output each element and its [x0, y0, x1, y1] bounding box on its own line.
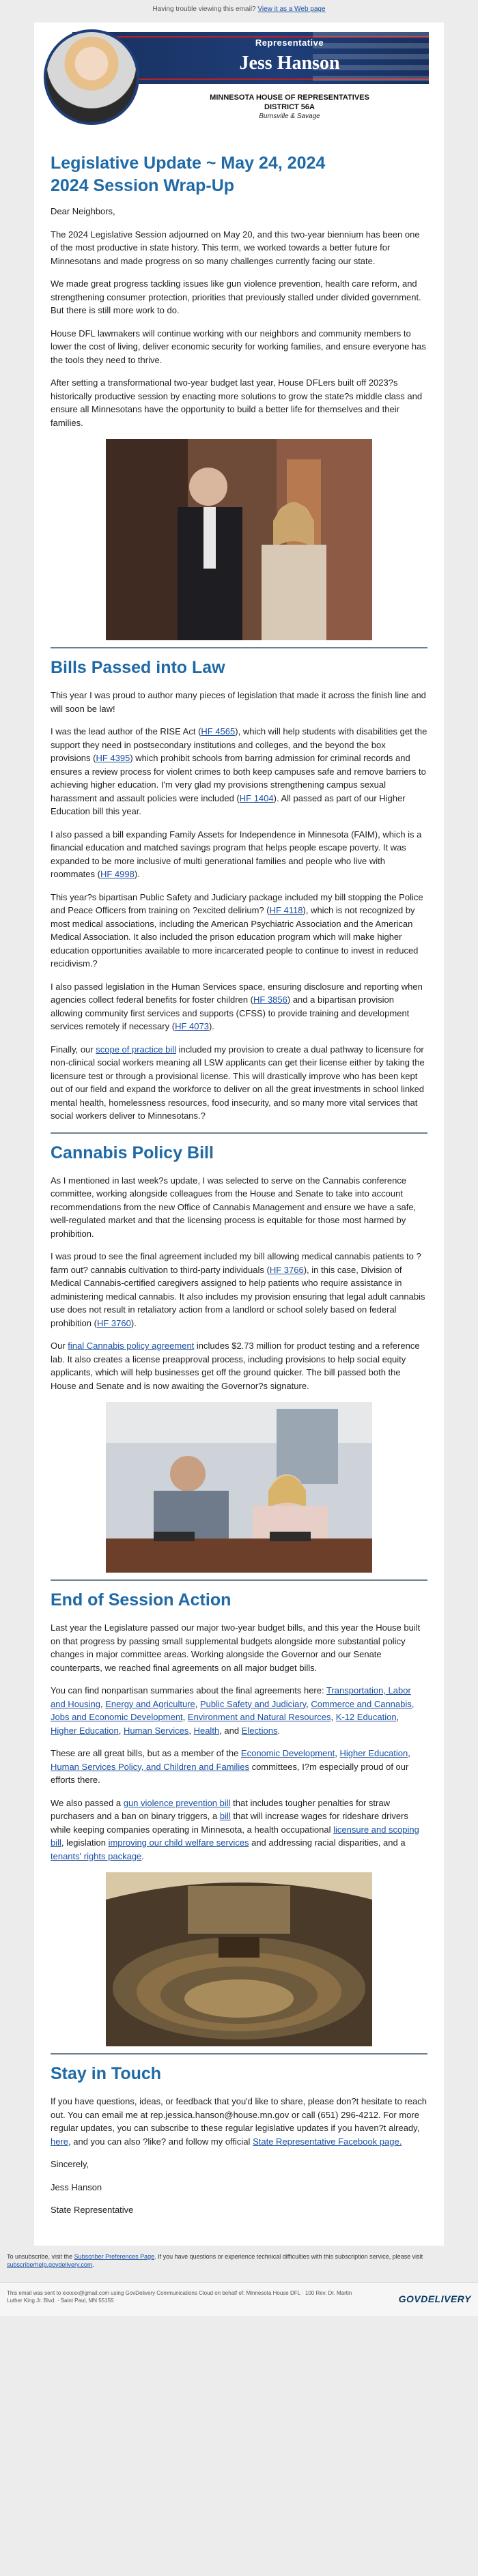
- text: ).: [130, 1317, 137, 1328]
- rep-name: Jess Hanson: [239, 53, 340, 74]
- text: committees, I?m especially proud of our efforts there.: [51, 1761, 409, 1785]
- house-name: MINNESOTA HOUSE OF REPRESENTATIVES: [210, 94, 369, 102]
- text: I was proud to see the final agreement included my bill allowing medical cannabis patients to ?farm out? cannabis cultivation to third-party individuals (: [51, 1251, 421, 1275]
- preheader: [0, 0, 478, 23]
- preheader-text: Having trouble viewing this email?: [152, 5, 256, 13]
- photo-house-chamber: [106, 1872, 372, 2046]
- text: ), which is not recognized by most medical associations, including the American Psychiatric Association and the American Medical Association. It also included the prison education program which will make higher education opportunities available to more incarcerated people to continue to invest in reduced recidivism.?: [51, 905, 419, 969]
- bills-p3: [51, 828, 427, 881]
- summary-link-commerce[interactable]: Commerce and Cannabis, Jobs and Economic Development: [51, 1698, 414, 1722]
- higher-education-link[interactable]: Higher Education: [339, 1748, 408, 1758]
- text: , legislation: [61, 1837, 109, 1848]
- hf4395-link[interactable]: HF 4395: [96, 753, 130, 763]
- summary-link-higher-ed[interactable]: Higher Education: [51, 1725, 119, 1736]
- contact-title: Stay in Touch: [51, 2064, 162, 2083]
- subscribe-link[interactable]: here: [51, 2136, 69, 2147]
- cannabis-p3: [51, 1339, 427, 1392]
- footer-sent-info: This email was sent to xxxxxx@gmail.com using GovDelivery Communications Cloud on behalf of: Minnesota House DFL · 100 Rev. Dr. Martin Luther King Jr. Blvd. · Saint Paul, MN 55155: [7, 2289, 352, 2304]
- footer-bottom: [0, 2282, 478, 2316]
- economic-development-link[interactable]: Economic Development: [240, 1748, 335, 1758]
- bills-p5: [51, 980, 427, 1033]
- text: , and you can also ?like? and follow my official: [68, 2136, 253, 2147]
- summary-link-human-services[interactable]: Human Services: [123, 1725, 189, 1736]
- scope-of-practice-link[interactable]: scope of practice bill: [96, 1044, 177, 1055]
- text: Our: [51, 1341, 68, 1351]
- newsletter-card: [34, 23, 444, 2246]
- cannabis-title: Cannabis Policy Bill: [51, 1143, 214, 1162]
- text: and addressing racial disparities, and a: [249, 1837, 406, 1848]
- summary-link-transportation[interactable]: Transportation, Labor and Housing: [51, 1685, 411, 1709]
- contact-p1: [51, 2095, 427, 2148]
- divider: [51, 2053, 427, 2055]
- text: I was the lead author of the RISE Act (: [51, 726, 201, 736]
- text: Finally, our: [51, 1044, 96, 1055]
- divider: [51, 1132, 427, 1134]
- text: ). All passed as part of our Higher Education bill this year.: [51, 792, 406, 816]
- text: included my provision to create a dual pathway to licensure for non-clinical social workers meaning all LSW applicants can get their license either by taking the licensure test or through a provisional license. This will drastically improve who has been kept out of our field and expand the workforce to deliver on all the great investments in school linked mental health, homelessness resources, food insecurity, and so many more vital services that social workers deliver to Minnesotans.?: [51, 1044, 425, 1121]
- footer-note: [0, 2246, 478, 2282]
- hf3760-link[interactable]: HF 3760: [96, 1317, 131, 1328]
- session-p1: Last year the Legislature passed our major two-year budget bills, and this year the House built on that progress by passing small supplemental budgets alongside more substantial policy changes in major committee areas. Working alongside the Governor and our Senate counterparts, we reached final agreements on all major budget bills.: [51, 1622, 421, 1673]
- greeting: Dear Neighbors,: [51, 206, 115, 216]
- intro-p3: House DFL lawmakers will continue working with our neighbors and community members to lower the cost of living, deliver economic security for working families, and ensure everyone has the tools they need to thrive.: [51, 328, 426, 365]
- session-action-title: End of Session Action: [51, 1590, 231, 1609]
- text: ).: [134, 869, 140, 879]
- bills-p4: [51, 891, 427, 971]
- cannabis-p2: [51, 1250, 427, 1330]
- text: ), which will help students with disabilities get the support they need in postsecondary institutions and colleges, and the beyond the box provisions (: [51, 726, 427, 763]
- text: ) which prohibit schools from barring admission for criminal records and ensures a review process for violent crimes to both keep campuses safe and remove barriers to achieving higher education. I'm very glad my provisions strengthening campus sexual harassment and assault policies were included (: [51, 753, 426, 803]
- text: includes $2.73 million for product testing and a reference lab. It also creates a license preapproval process, including provisions to help social equity applicants, which will help businesses get off the ground quicker. The bill passed both the House and Senate and is now awaiting the Governor?s signature.: [51, 1341, 420, 1391]
- divider: [51, 647, 427, 648]
- hf1404-link[interactable]: HF 1404: [239, 792, 274, 803]
- text: .: [92, 2261, 94, 2269]
- summary-link-energy[interactable]: Energy and Agriculture: [105, 1698, 195, 1709]
- session-title: 2024 Session Wrap-Up: [51, 175, 235, 195]
- text: To unsubscribe, visit the: [7, 2252, 74, 2260]
- text: that will increase wages for rideshare drivers while keeping companies operating in Minnesota, a health occupational: [51, 1811, 408, 1835]
- content: [34, 152, 444, 2246]
- text: that includes tougher penalties for straw purchasers and a ban on binary triggers, a: [51, 1797, 390, 1821]
- photo-committee-hearing: [106, 1402, 372, 1573]
- bills-p2: [51, 725, 427, 818]
- bills-title: Bills Passed into Law: [51, 658, 225, 677]
- summary-link-elections[interactable]: Elections: [241, 1725, 278, 1736]
- session-p4: [51, 1797, 427, 1863]
- facebook-link[interactable]: State Representative Facebook page.: [253, 2136, 402, 2147]
- text: This year?s bipartisan Public Safety and Judiciary package included my bill stopping the Police and Peace Officers from training on ?excited delirium? (: [51, 891, 423, 915]
- text: We also passed a: [51, 1797, 124, 1808]
- sincerely: Sincerely,: [51, 2159, 89, 2169]
- intro-p1: The 2024 Legislative Session adjourned on May 20, and this two-year biennium has been one of the most productive in state history. This term, we worked towards a better future for Minnesotans and made progress on so many challenges currently facing our state.: [51, 229, 420, 266]
- govdelivery-logo[interactable]: GOVDELIVERY: [398, 2293, 471, 2304]
- text: If you have questions, ideas, or feedback that you'd like to share, please don?t hesitate to reach out. You can email me at rep.jessica.hanson@house.mn.gov or call (651) 296-4212. For more regular updates, you can subscribe to these regular legislative updates if you haven?t already,: [51, 2096, 427, 2133]
- subscriber-help-link[interactable]: subscriberhelp.govdelivery.com: [7, 2261, 93, 2269]
- text: . If you have questions or experience technical difficulties with this subscription service, please visit: [154, 2252, 423, 2260]
- hf4998-link[interactable]: HF 4998: [100, 869, 135, 879]
- text: You can find nonpartisan summaries about the final agreements here:: [51, 1685, 326, 1695]
- summary-link-environment[interactable]: Environment and Natural Resources: [187, 1712, 331, 1722]
- representative-portrait: [44, 29, 139, 125]
- hf3856-link[interactable]: HF 3856: [253, 994, 287, 1005]
- intro-p4: After setting a transformational two-year budget last year, House DFLers built off 2023?s historically productive session by enacting more solutions to grow the state?s middle class and ensure all Minnesotans have the opportunity to build a better life for themselves and their families.: [51, 377, 423, 428]
- summary-link-public-safety[interactable]: Public Safety and Judiciary: [200, 1698, 307, 1709]
- text: These are all great bills, but as a member of the: [51, 1748, 241, 1758]
- photo-legislators-talking: [106, 439, 372, 640]
- session-p2: You can find nonpartisan summaries about the final agreements here: Transportation, Labor and Housing, Energy and Agriculture, Public Safety and Judiciary, Commerce and Cannabis, Jobs and Economic Development, Environment and Natural Resources, K-12 Education, Higher Education, Human Services, Health, and Elections.: [51, 1685, 414, 1736]
- rideshare-bill-link[interactable]: bill: [219, 1811, 231, 1821]
- text: and: [224, 1725, 240, 1736]
- text: ) and a bipartisan provision allowing community first services and supports (CFSS) to provide training and development services remotely if necessary (: [51, 994, 410, 1031]
- intro-p2: We made great progress tackling issues like gun violence prevention, health care reform, and strengthening consumer protection, priorities that previously stalled under divided government. But there is still more work to do.: [51, 278, 421, 315]
- licensure-link[interactable]: licensure and scoping bill: [51, 1824, 419, 1848]
- district: DISTRICT 56A: [264, 103, 315, 111]
- text: I also passed a bill expanding Family Assets for Independence in Minnesota (FAIM), which is a financial education and matched savings program that helps people escape poverty. It was expanded to be more inclusive of multi generational families and people who live with roommates (: [51, 829, 422, 879]
- summary-link-health[interactable]: Health: [193, 1725, 220, 1736]
- hf4565-link[interactable]: HF 4565: [201, 726, 236, 736]
- hf4073-link[interactable]: HF 4073: [175, 1021, 209, 1031]
- text: I also passed legislation in the Human Services space, ensuring disclosure and reporting when agencies collect federal benefits for foster children (: [51, 981, 423, 1005]
- view-web-link[interactable]: View it as a Web page: [257, 5, 326, 13]
- text: .: [141, 1850, 144, 1861]
- divider: [51, 1579, 427, 1581]
- update-title: Legislative Update ~ May 24, 2024: [51, 154, 326, 173]
- human-services-policy-link[interactable]: Human Services Policy, and Children and Families: [51, 1761, 249, 1772]
- subscriber-preferences-link[interactable]: Subscriber Preferences Page: [74, 2252, 155, 2260]
- signature-name: Jess Hanson: [51, 2181, 102, 2192]
- cannabis-p1: As I mentioned in last week?s update, I was selected to serve on the Cannabis conference committee, working alongside colleagues from the House and Senate to take into account recommendations from the new Office of Cannabis Management and ensure we have a safe, well-regulated market and that the licensing process is equitable for those most harmed by prohibition.: [51, 1175, 417, 1239]
- summary-link-k12[interactable]: K-12 Education: [335, 1712, 397, 1722]
- text: ), in this case, Division of Medical Cannabis-certified caregivers assigned to help patients who require assistance in administering medical cannabis. It also includes my provision ensuring that legal adult cannabis use does not result in retaliatory action from a landlord or school solely based on federal prohibition (: [51, 1264, 425, 1328]
- tenants-rights-link[interactable]: tenants' rights package: [51, 1850, 142, 1861]
- hf4118-link[interactable]: HF 4118: [269, 905, 303, 915]
- session-p3: These are all great bills, but as a member of the Economic Development, Higher Education, Human Services Policy, and Children and Families committees, I?m especially proud of our efforts there.: [51, 1748, 410, 1785]
- text: ).: [208, 1021, 214, 1031]
- hf3766-link[interactable]: HF 3766: [269, 1264, 304, 1275]
- signature-title: State Representative: [51, 2205, 134, 2215]
- header-banner: [34, 23, 444, 152]
- cities: Burnsville & Savage: [259, 113, 320, 120]
- rep-label: Representative: [255, 38, 324, 48]
- bills-p6: [51, 1043, 427, 1123]
- child-welfare-link[interactable]: improving our child welfare services: [108, 1837, 249, 1848]
- gun-violence-link[interactable]: gun violence prevention bill: [123, 1797, 231, 1808]
- cannabis-agreement-link[interactable]: final Cannabis policy agreement: [68, 1341, 195, 1351]
- bills-p1: This year I was proud to author many pieces of legislation that made it across the finish line and will soon be law!: [51, 690, 426, 714]
